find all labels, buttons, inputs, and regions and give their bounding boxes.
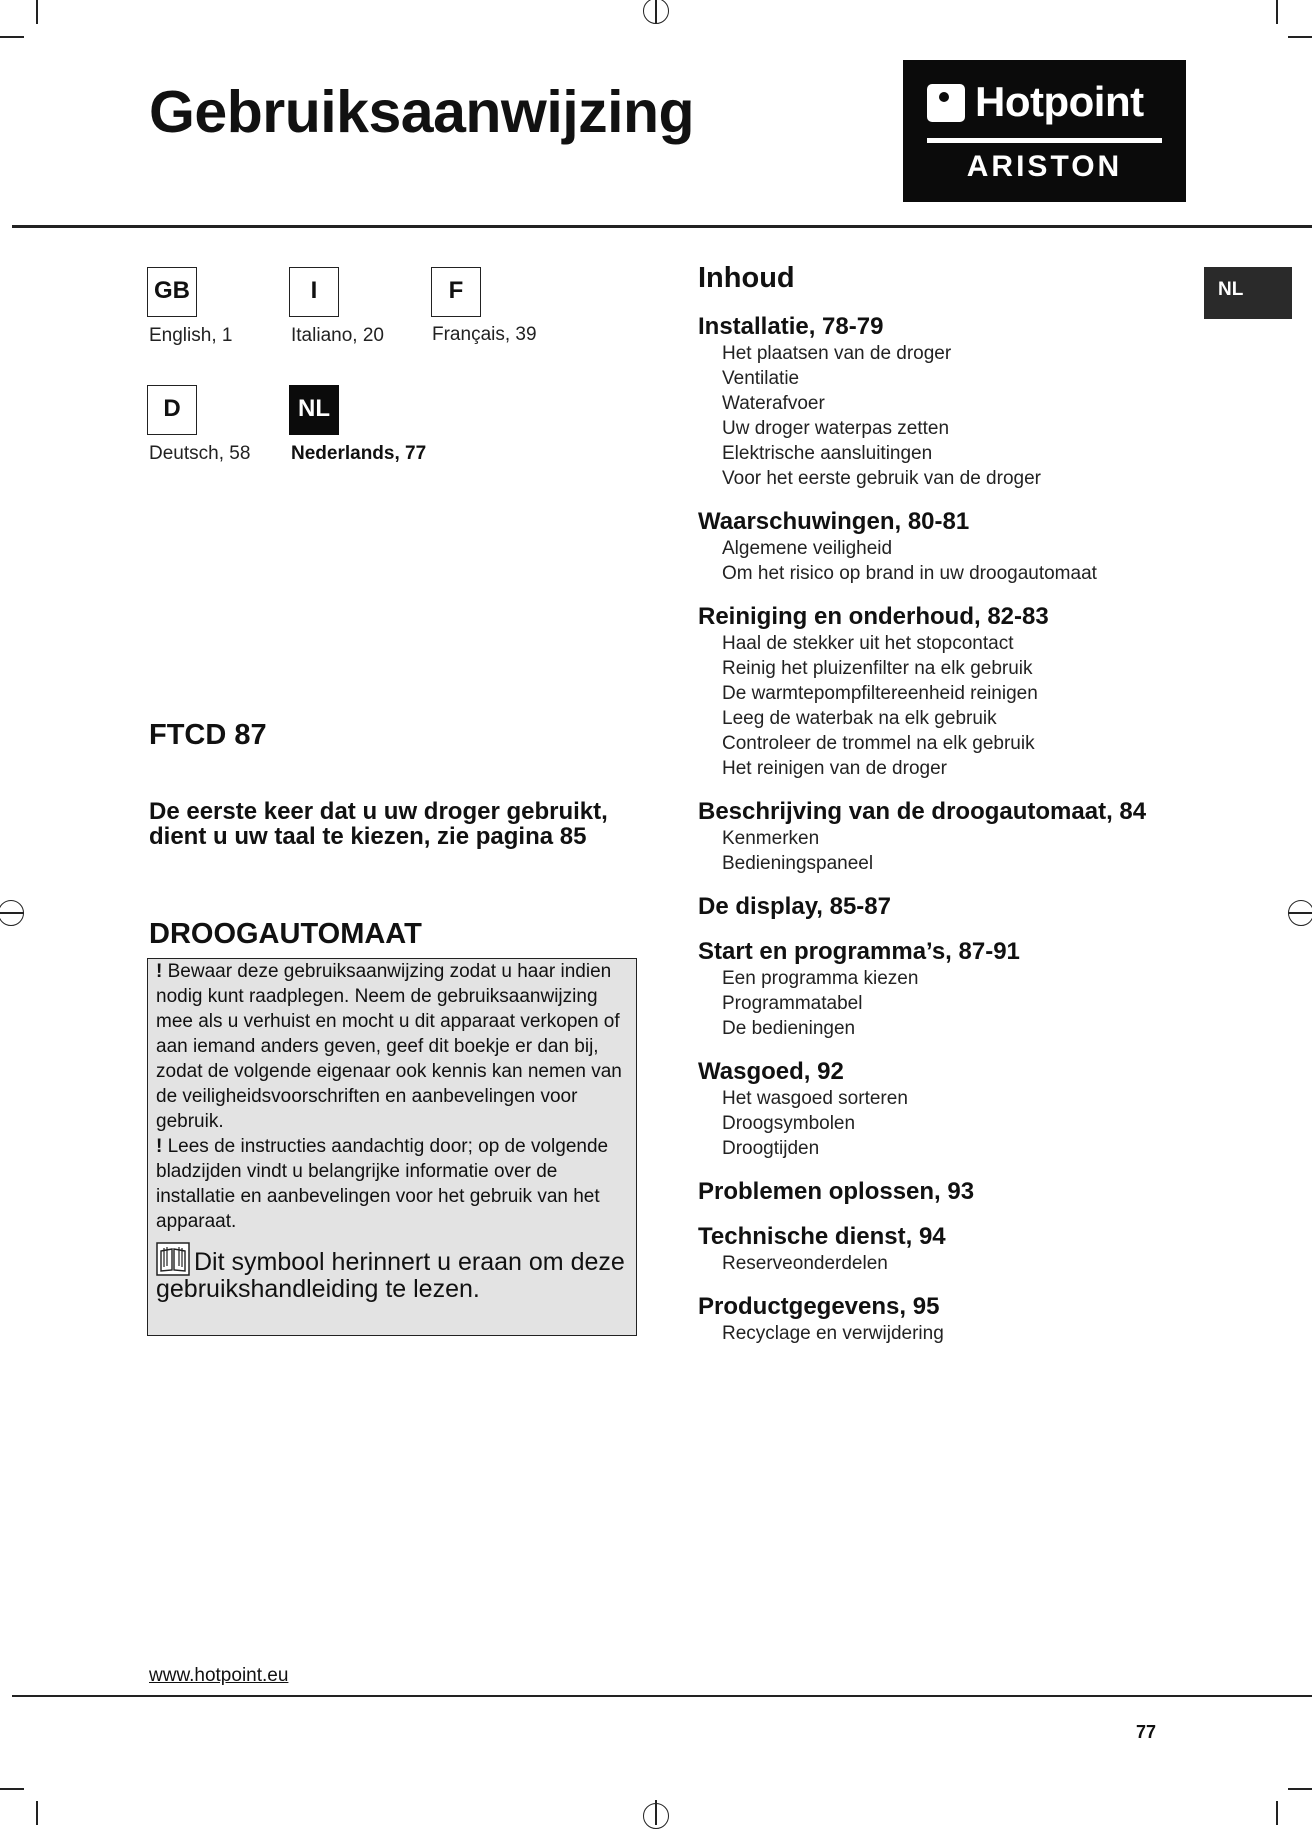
warning-text-1: Bewaar deze gebruiksaanwijzing zodat u haar indien nodig kunt raadplegen. Neem de gebruiksaanwijzing mee als u verhuist en mocht u dit apparaat verkopen of aan iemand anders geven, geef dit boekje er dan bij, zodat de volgende eigenaar ook kennis kan nemen van de veiligheidsvoorschriften en aanbevelingen voor gebruik. bbox=[156, 961, 622, 1132]
toc-heading: De display, 85-87 bbox=[698, 893, 891, 920]
toc-item: De warmtepompfiltereenheid reinigen bbox=[722, 683, 1038, 704]
page-number: 77 bbox=[1136, 1722, 1157, 1742]
footer-rule bbox=[12, 1695, 1312, 1697]
website-link[interactable]: www.hotpoint.eu bbox=[149, 1665, 289, 1686]
crop-mark bbox=[0, 36, 24, 38]
toc-item: Haal de stekker uit het stopcontact bbox=[722, 633, 1014, 654]
warning-paragraph bbox=[156, 959, 628, 1134]
language-label-d: Deutsch, 58 bbox=[149, 443, 251, 464]
warning-text-2: Lees de instructies aandachtig door; op de volgende bladzijden vindt u belangrijke informatie over de installatie en aanbevelingen voor het gebruik van het apparaat. bbox=[156, 1136, 609, 1232]
toc-heading: Problemen oplossen, 93 bbox=[698, 1178, 975, 1205]
toc-heading: Wasgoed, 92 bbox=[698, 1058, 844, 1085]
warning-mark: ! bbox=[156, 1136, 163, 1157]
warning-mark: ! bbox=[156, 961, 163, 982]
registration-mark bbox=[655, 0, 657, 24]
registration-mark bbox=[1288, 912, 1312, 914]
crop-mark bbox=[0, 1788, 24, 1790]
toc-item: Ventilatie bbox=[722, 368, 800, 389]
toc-item: Om het risico op brand in uw droogautomaat bbox=[722, 563, 1097, 584]
language-label-gb: English, 1 bbox=[149, 325, 233, 346]
toc-heading: Productgegevens, 95 bbox=[698, 1293, 940, 1320]
toc-item: Het plaatsen van de droger bbox=[722, 343, 952, 364]
toc-heading: Reiniging en onderhoud, 82-83 bbox=[698, 603, 1049, 630]
toc-section bbox=[698, 1223, 1258, 1276]
crop-mark bbox=[1276, 1801, 1278, 1825]
toc-heading: Start en programma’s, 87-91 bbox=[698, 938, 1020, 965]
registration-mark bbox=[655, 1800, 657, 1825]
toc-heading: Beschrijving van de droogautomaat, 84 bbox=[698, 798, 1147, 825]
toc-item: De bedieningen bbox=[722, 1018, 856, 1039]
toc-item: Het wasgoed sorteren bbox=[722, 1088, 908, 1109]
toc-heading: Installatie, 78-79 bbox=[698, 313, 884, 340]
crop-mark bbox=[36, 1801, 38, 1825]
toc-section bbox=[698, 798, 1258, 876]
toc-item: Algemene veiligheid bbox=[722, 538, 893, 559]
crop-mark bbox=[36, 0, 38, 24]
logo-sub: ARISTON bbox=[966, 150, 1123, 183]
toc-item: Waterafvoer bbox=[722, 393, 825, 414]
product-heading: DROOGAUTOMAAT bbox=[149, 918, 422, 950]
table-of-contents bbox=[698, 262, 1258, 1363]
toc-section bbox=[698, 938, 1258, 1041]
toc-item: Een programma kiezen bbox=[722, 968, 919, 989]
language-box-f: F bbox=[431, 267, 481, 317]
symbol-note bbox=[156, 1242, 628, 1302]
toc-item: Kenmerken bbox=[722, 828, 820, 849]
language-box-nl: NL bbox=[289, 385, 339, 435]
toc-heading: Waarschuwingen, 80-81 bbox=[698, 508, 970, 535]
toc-item: Uw droger waterpas zetten bbox=[722, 418, 950, 439]
brand-logo bbox=[903, 60, 1186, 202]
toc-section bbox=[698, 313, 1258, 491]
crop-mark bbox=[1288, 36, 1312, 38]
toc-section bbox=[698, 508, 1258, 586]
header-rule bbox=[12, 225, 1312, 228]
toc-heading: Technische dienst, 94 bbox=[698, 1223, 946, 1250]
toc-section bbox=[698, 1178, 1258, 1206]
toc-item: Bedieningspaneel bbox=[722, 853, 874, 874]
toc-item: Voor het eerste gebruik van de droger bbox=[722, 468, 1041, 489]
toc-section bbox=[698, 1293, 1258, 1346]
logo-divider bbox=[927, 138, 1162, 143]
toc-item: Reserveonderdelen bbox=[722, 1253, 888, 1274]
toc-item: Controleer de trommel na elk gebruik bbox=[722, 733, 1035, 754]
language-label-i: Italiano, 20 bbox=[291, 325, 384, 346]
hotpoint-logo-icon bbox=[927, 84, 965, 122]
toc-item: Recyclage en verwijdering bbox=[722, 1323, 944, 1344]
toc-item: Droogtijden bbox=[722, 1138, 820, 1159]
language-box-gb: GB bbox=[147, 267, 197, 317]
warning-box bbox=[147, 958, 637, 1336]
language-label-f: Français, 39 bbox=[432, 324, 537, 345]
toc-item: Elektrische aansluitingen bbox=[722, 443, 933, 464]
toc-section bbox=[698, 1058, 1258, 1161]
toc-section bbox=[698, 893, 1258, 921]
registration-mark bbox=[0, 912, 24, 914]
toc-item: Droogsymbolen bbox=[722, 1113, 856, 1134]
toc-item: Programmatabel bbox=[722, 993, 863, 1014]
toc-section bbox=[698, 603, 1258, 781]
warning-paragraph bbox=[156, 1134, 628, 1234]
symbol-note-text: Dit symbool herinnert u eraan om deze gebruikshandleiding te lezen. bbox=[156, 1248, 625, 1303]
model-number: FTCD 87 bbox=[149, 719, 267, 751]
language-box-i: I bbox=[289, 267, 339, 317]
toc-item: Reinig het pluizenfilter na elk gebruik bbox=[722, 658, 1033, 679]
logo-brand: Hotpoint bbox=[975, 78, 1144, 125]
toc-item: Leeg de waterbak na elk gebruik bbox=[722, 708, 997, 729]
first-use-note: De eerste keer dat u uw droger gebruikt, dient u uw taal te kiezen, zie pagina 85 bbox=[149, 798, 608, 850]
language-tab: NL bbox=[1204, 267, 1292, 319]
crop-mark bbox=[1276, 0, 1278, 24]
crop-mark bbox=[1288, 1788, 1312, 1790]
language-label-nl: Nederlands, 77 bbox=[291, 443, 427, 464]
page-title: Gebruiksaanwijzing bbox=[149, 79, 695, 145]
book-icon bbox=[156, 1242, 190, 1276]
toc-item: Het reinigen van de droger bbox=[722, 758, 947, 779]
language-box-d: D bbox=[147, 385, 197, 435]
toc-title: Inhoud bbox=[698, 262, 795, 294]
